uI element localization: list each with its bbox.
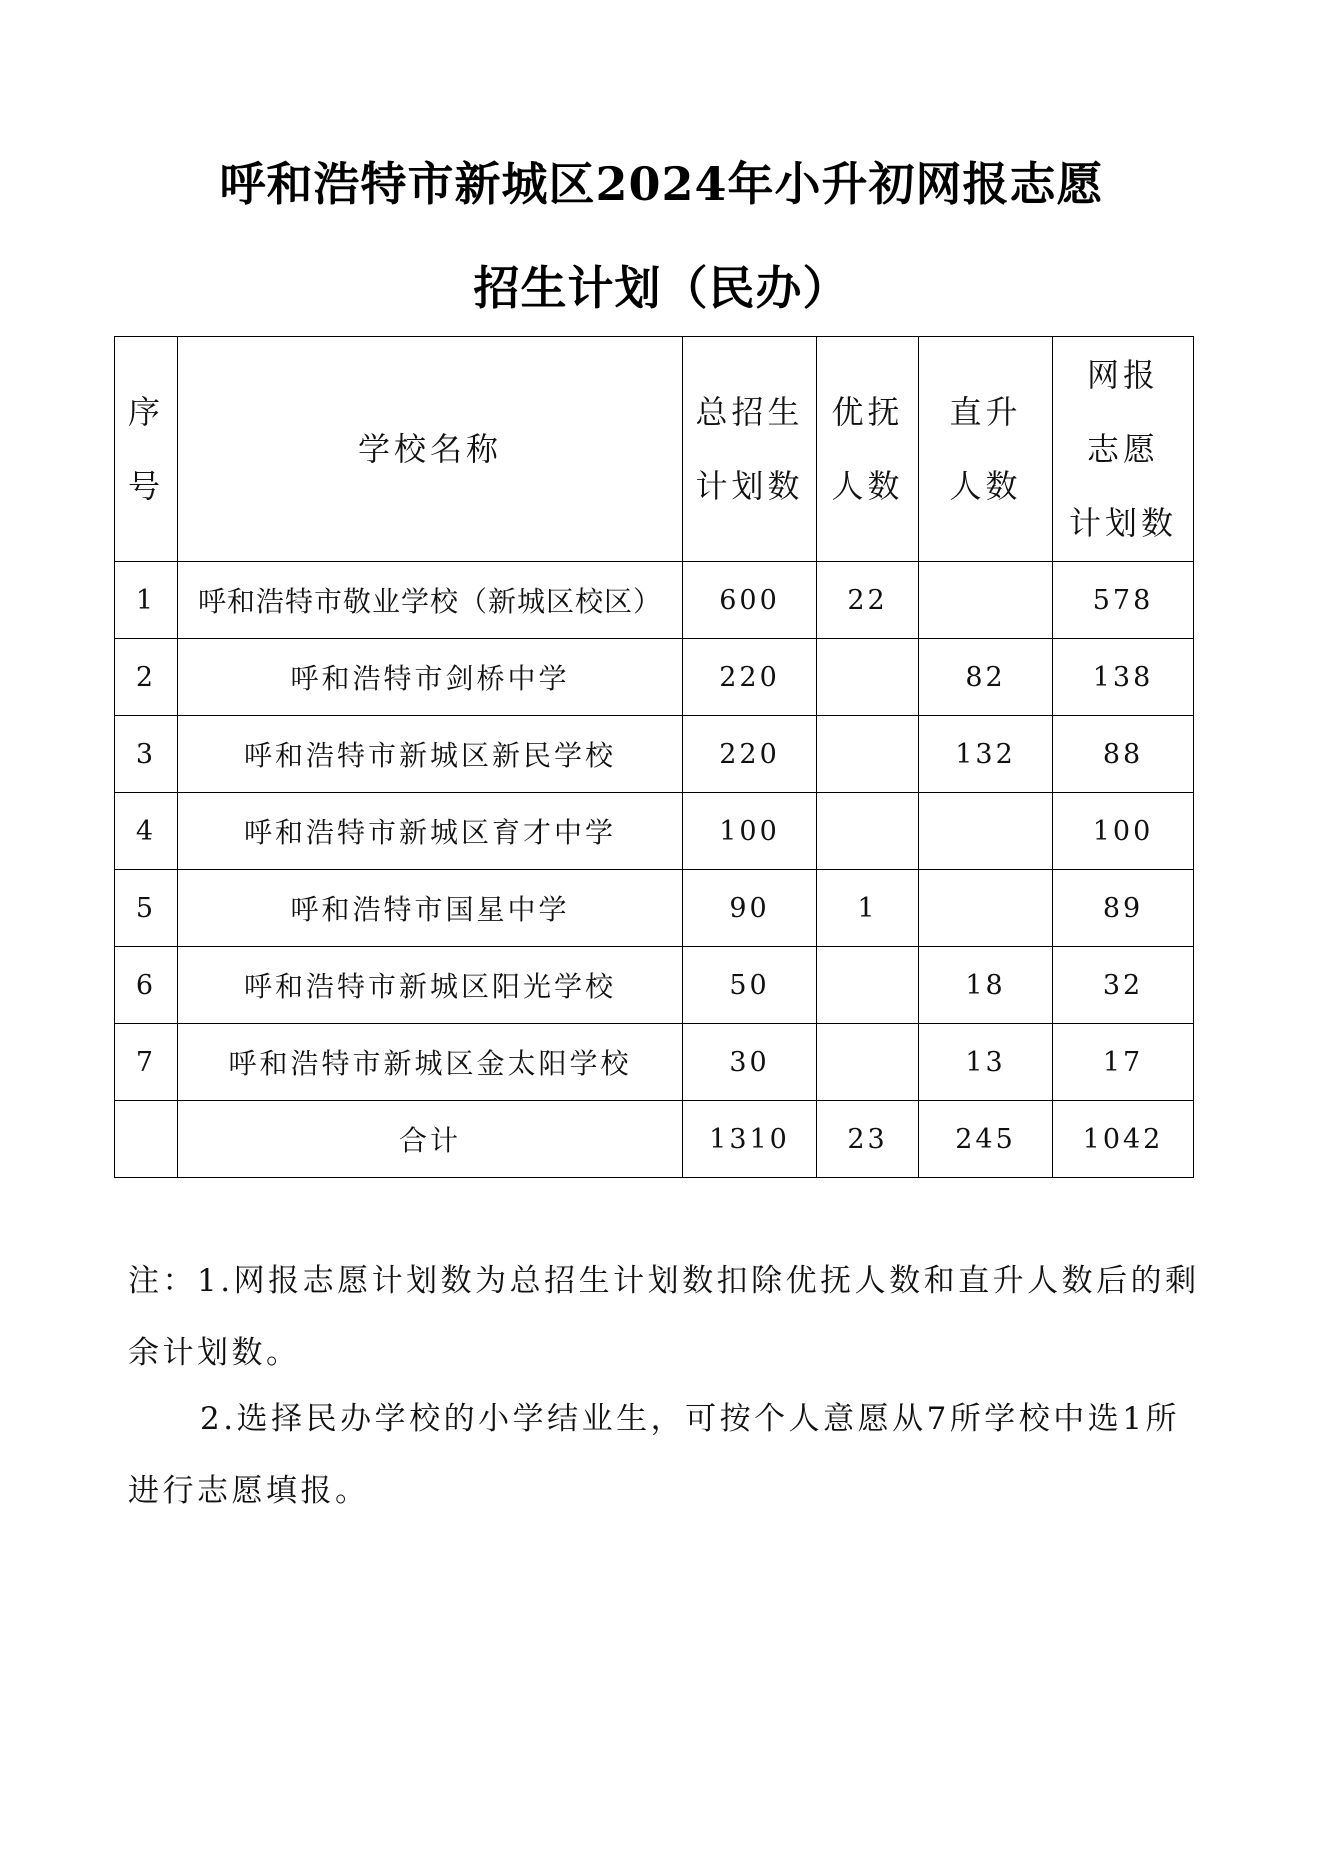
row-youfu-count (817, 639, 919, 716)
row-online-plan: 578 (1053, 562, 1194, 639)
header-school-name: 学校名称 (178, 337, 683, 562)
row-index: 3 (115, 716, 178, 793)
row-index: 5 (115, 870, 178, 947)
row-total-plan: 600 (683, 562, 817, 639)
row-total-plan: 220 (683, 639, 817, 716)
row-school-name: 呼和浩特市新城区育才中学 (178, 793, 683, 870)
header-index: 序 号 (115, 337, 178, 562)
row-youfu-count (817, 793, 919, 870)
table-row (115, 1024, 1194, 1101)
row-zhisheng-count (919, 870, 1053, 947)
row-total-plan: 90 (683, 870, 817, 947)
total-zhisheng-sum: 245 (919, 1101, 1053, 1178)
table-row (115, 639, 1194, 716)
table-row (115, 716, 1194, 793)
total-online-plan-sum: 1042 (1053, 1101, 1194, 1178)
row-zhisheng-count (919, 562, 1053, 639)
table-total-row (115, 1101, 1194, 1178)
row-index: 7 (115, 1024, 178, 1101)
row-online-plan: 100 (1053, 793, 1194, 870)
row-online-plan: 89 (1053, 870, 1194, 947)
row-total-plan: 220 (683, 716, 817, 793)
row-school-name: 呼和浩特市新城区金太阳学校 (178, 1024, 683, 1101)
row-online-plan: 17 (1053, 1024, 1194, 1101)
total-youfu-sum: 23 (817, 1101, 919, 1178)
row-zhisheng-count (919, 793, 1053, 870)
row-online-plan: 32 (1053, 947, 1194, 1024)
row-index: 4 (115, 793, 178, 870)
row-school-name: 呼和浩特市敬业学校（新城区校区） (178, 562, 683, 639)
note-2-text: 2.选择民办学校的小学结业生，可按个人意愿从7所学校中选1所进行志愿填报。 (128, 1401, 1181, 1509)
total-label: 合计 (178, 1101, 683, 1178)
row-zhisheng-count: 13 (919, 1024, 1053, 1101)
note-1: 注：1.网报志愿计划数为总招生计划数扣除优抚人数和直升人数后的剩余计划数。 (128, 1263, 1200, 1371)
enrollment-plan-table (114, 336, 1194, 1178)
table-row (115, 562, 1194, 639)
table-header-row (115, 337, 1194, 562)
row-index: 1 (115, 562, 178, 639)
row-online-plan: 88 (1053, 716, 1194, 793)
row-index: 2 (115, 639, 178, 716)
row-youfu-count (817, 1024, 919, 1101)
document-title-line1: 呼和浩特市新城区2024年小升初网报志愿 (219, 157, 1104, 211)
row-online-plan: 138 (1053, 639, 1194, 716)
header-total-plan: 总招生 计划数 (683, 337, 817, 562)
table-row (115, 793, 1194, 870)
row-zhisheng-count: 132 (919, 716, 1053, 793)
row-youfu-count (817, 947, 919, 1024)
row-school-name: 呼和浩特市剑桥中学 (178, 639, 683, 716)
row-youfu-count: 1 (817, 870, 919, 947)
row-school-name: 呼和浩特市新城区阳光学校 (178, 947, 683, 1024)
row-zhisheng-count: 18 (919, 947, 1053, 1024)
table-row (115, 870, 1194, 947)
total-plan-sum: 1310 (683, 1101, 817, 1178)
row-school-name: 呼和浩特市国星中学 (178, 870, 683, 947)
row-youfu-count (817, 716, 919, 793)
row-zhisheng-count: 82 (919, 639, 1053, 716)
header-online-plan: 网报 志愿 计划数 (1053, 337, 1194, 562)
row-total-plan: 50 (683, 947, 817, 1024)
table-row (115, 947, 1194, 1024)
note-2 (128, 1383, 1208, 1527)
row-total-plan: 100 (683, 793, 817, 870)
row-index: 6 (115, 947, 178, 1024)
document-title-line2: 招生计划（民办） (473, 261, 850, 315)
header-zhisheng-count: 直升 人数 (919, 337, 1053, 562)
row-total-plan: 30 (683, 1024, 817, 1101)
row-school-name: 呼和浩特市新城区新民学校 (178, 716, 683, 793)
row-youfu-count: 22 (817, 562, 919, 639)
total-index (115, 1101, 178, 1178)
header-youfu-count: 优抚 人数 (817, 337, 919, 562)
